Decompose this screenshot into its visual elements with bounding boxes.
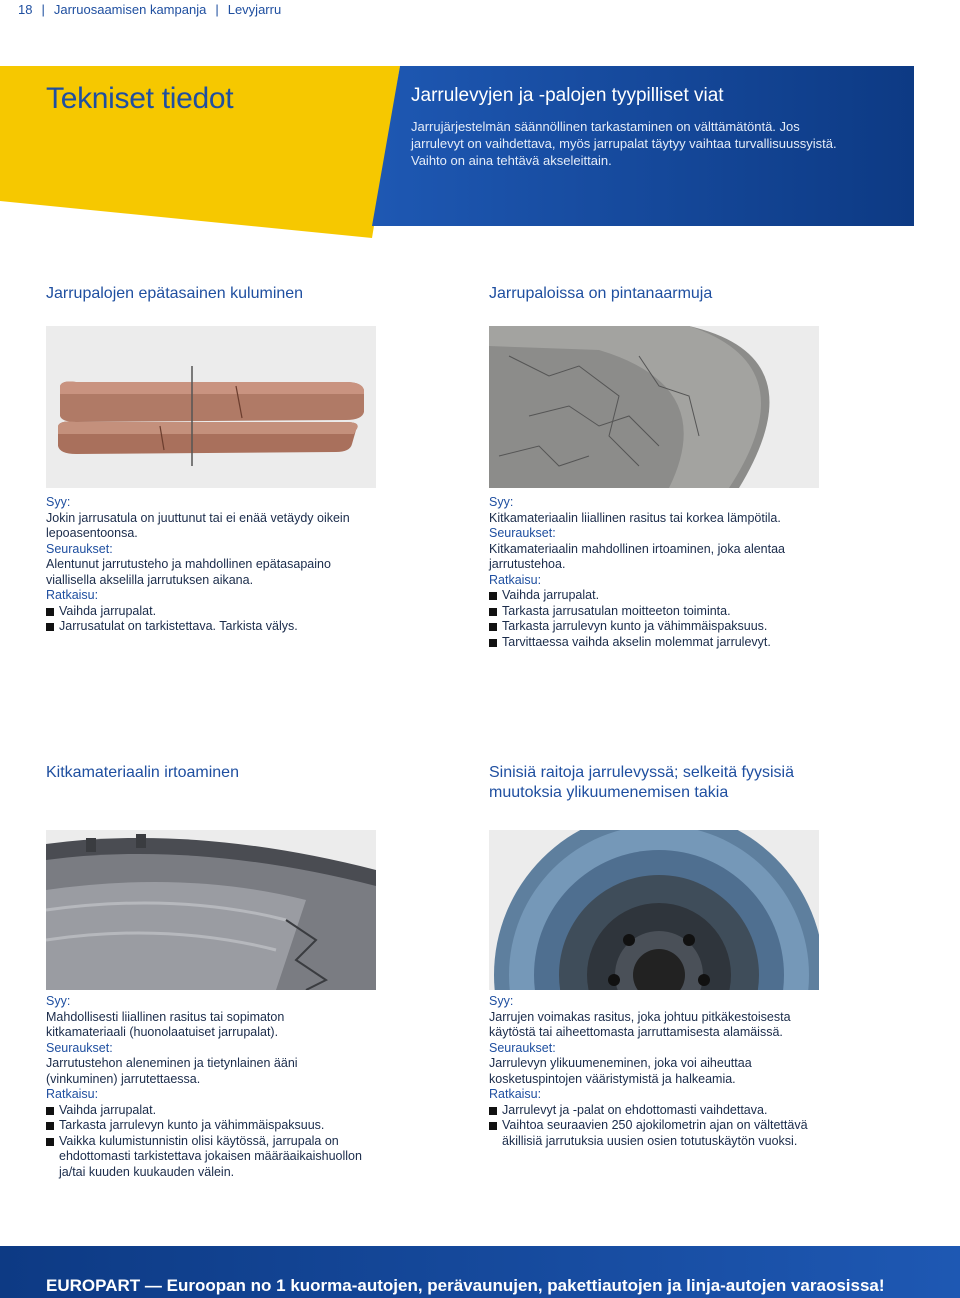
section-text-overheating [489,994,909,1149]
overheated-brake-disc-photo [489,830,819,990]
cause-label: Syy: [46,495,71,509]
intro-line: Jarrujärjestelmän säännöllinen tarkastaminen on välttämätöntä. Jos [411,119,800,134]
footer-dash: — [144,1276,162,1295]
solution-item: Tarkasta jarrulevyn kunto ja vähimmäispaksuus. [489,619,909,635]
solution-label: Ratkaisu: [489,1087,542,1101]
brake-pads-uneven-wear-photo [46,326,376,488]
cause-text: Kitkamateriaalin liiallinen rasitus tai korkea lämpötila. [489,510,781,525]
section-heading-uneven-wear [46,284,303,304]
solution-item-line: äkillisiä jarrutuksia uusien osien totutuskäytön vuoksi. [502,1133,798,1148]
heading-line: Kitkamateriaalin irtoaminen [46,764,239,781]
effects-text: (vinkuminen) jarrutettaessa. [46,1071,201,1086]
solution-item-line: Vaikka kulumistunnistin olisi käytössä, jarrupala on [59,1133,339,1148]
effects-text: Jarrutustehon aleneminen ja tietynlainen ääni [46,1056,298,1070]
solution-item: Vaihda jarrupalat. [489,588,909,604]
solution-item [46,1134,466,1181]
solution-item: Jarrusatulat on tarkistettava. Tarkista välys. [46,619,466,635]
intro-line: jarrulevyt on vaihdettava, myös jarrupalat täytyy vaihtaa turvallisuussyistä. [411,136,837,151]
cause-label: Syy: [489,495,514,509]
brake-pad-detached-material-photo [46,830,376,990]
effects-label: Seuraukset: [46,1040,113,1055]
intro-line: Vaihto on aina tehtävä akseleittain. [411,153,612,168]
header-separator: | [215,1,219,17]
section-text-material-detachment [46,994,466,1180]
footer-slogan [46,1276,885,1296]
effects-text: Jarrulevyn ylikuumeneminen, joka voi aiheuttaa [489,1056,752,1070]
section-heading-surface-scratches [489,284,712,304]
solution-item: Tarkasta jarrulevyn kunto ja vähimmäispaksuus. [46,1118,466,1134]
banner-heading: Jarrulevyjen ja -palojen tyypilliset viat [411,85,724,106]
solution-item-line: Vaihtoa seuraavien 250 ajokilometrin ajan on vältettävä [502,1118,808,1132]
solution-item: Tarvittaessa vaihda akselin molemmat jarrulevyt. [489,635,909,651]
cause-label: Syy: [489,994,514,1008]
effects-text: viallisella akselilla jarrutuksen aikana. [46,572,254,587]
footer-brand: EUROPART [46,1276,141,1295]
effects-label: Seuraukset: [46,541,113,556]
solution-label: Ratkaisu: [46,1087,99,1101]
solution-item: Vaihda jarrupalat. [46,604,466,620]
cause-text: käytöstä tai aiheettomasta jarruttamisesta alamäissä. [489,1025,783,1039]
heading-line: Jarrupalojen epätasainen kuluminen [46,285,304,302]
cause-text: Jokin jarrusatula on juuttunut tai ei enää vetäydy oikein [46,510,350,525]
effects-label: Seuraukset: [489,526,556,540]
solution-item [489,1118,909,1149]
effects-text: kosketuspintojen vääristymistä ja halkeamia. [489,1071,736,1086]
solution-label: Ratkaisu: [46,588,99,602]
cause-text: Jarrujen voimakas rasitus, joka johtuu pitkäkestoisesta [489,1009,791,1024]
cause-text: kitkamateriaali (huonolaatuiset jarrupalat). [46,1025,279,1039]
solution-item: Vaihda jarrupalat. [46,1103,466,1119]
solution-label: Ratkaisu: [489,572,542,587]
cause-text: lepoasentoonsa. [46,526,138,540]
section-heading-overheating [489,763,794,803]
banner-intro [411,118,891,169]
cause-label: Syy: [46,994,71,1008]
cause-text: Mahdollisesti liiallinen rasitus tai sopimaton [46,1009,285,1024]
brake-pad-cracked-surface-photo [489,326,819,488]
heading-line: Sinisiä raitoja jarrulevyssä; selkeitä fyysisiä [489,764,794,781]
section-text-uneven-wear [46,495,466,635]
header-subsection: Levyjarru [227,1,282,17]
effects-text: Kitkamateriaalin mahdollinen irtoaminen, joka alentaa [489,541,786,556]
heading-line: muutoksia ylikuumenemisen takia [489,784,729,801]
header-separator: | [41,1,45,17]
solution-item: Jarrulevyt ja -palat on ehdottomasti vaihdettava. [489,1103,909,1119]
effects-text: jarrutustehoa. [489,557,566,571]
page-header [18,0,281,18]
header-section: Jarruosaamisen kampanja [53,1,207,17]
section-text-surface-scratches [489,495,909,650]
solution-item-line: ehdottomasti tarkistettava jokaisen määräaikaishuollon [59,1149,362,1163]
page-title: Tekniset tiedot [46,82,234,115]
footer-text: Euroopan no 1 kuorma-autojen, perävaunujen, pakettiautojen ja linja-autojen varaosissa! [166,1276,885,1295]
section-heading-material-detachment [46,763,239,783]
heading-line: Jarrupaloissa on pintanaarmuja [489,285,713,302]
effects-text: Alentunut jarrutusteho ja mahdollinen epätasapaino [46,557,331,571]
effects-label: Seuraukset: [489,1040,556,1055]
solution-item-line: ja/tai kuuden kuukauden välein. [59,1164,235,1179]
page-number: 18 [18,1,33,17]
solution-item: Tarkasta jarrusatulan moitteeton toiminta. [489,604,909,620]
